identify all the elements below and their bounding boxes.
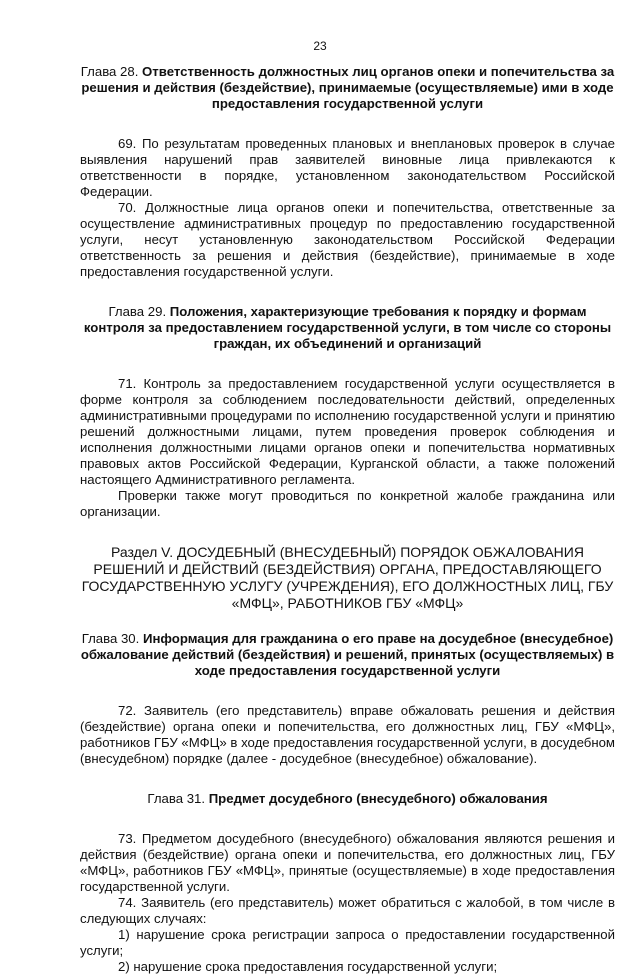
chapter-30-title: Информация для гражданина о его праве на досудебное (внесудебное) обжалование действий (бездействия) и решений, принятых (осуществляемых) в ходе предоставления государственной услуги xyxy=(80,631,615,678)
paragraph-72: 72. Заявитель (его представитель) вправе обжаловать решения и действия (бездействие) органа опеки и попечительства, его должностных лиц, ГБУ «МФЦ», работников ГБУ «МФЦ» в ходе предоставления государственной услуги, в досудебном (внесудебном) порядке (далее - досудебное (внесудебное) обжалование). xyxy=(80,703,615,766)
section-5-heading: Раздел V. ДОСУДЕБНЫЙ (ВНЕСУДЕБНЫЙ) ПОРЯДОК ОБЖАЛОВАНИЯ РЕШЕНИЙ И ДЕЙСТВИЙ (БЕЗДЕЙСТВИЯ) ОРГАНА, ПРЕДОСТАВЛЯЮЩЕГО ГОСУДАРСТВЕННУЮ УСЛУГУ (УЧРЕЖДЕНИЯ), ЕГО ДОЛЖНОСТНЫХ ЛИЦ, ГБУ «МФЦ», РАБОТНИКОВ ГБУ «МФЦ» xyxy=(81,544,614,611)
chapter-30-prefix: Глава 30. xyxy=(81,631,143,646)
document-body xyxy=(80,64,615,975)
paragraph-70: 70. Должностные лица органов опеки и попечительства, ответственные за осуществление административных процедур по предоставлению государственной услуги, несут установленную законодательством Российской Федерации ответственность за решения и действия (бездействие), принимаемые в ходе предоставления государственной услуги. xyxy=(80,200,615,279)
paragraph-74-item-2: 2) нарушение срока предоставления государственной услуги; xyxy=(118,959,498,974)
paragraph-73: 73. Предметом досудебного (внесудебного) обжалования являются решения и действия (бездействие) органа опеки и попечительства, его должностных лиц, ГБУ «МФЦ», работников ГБУ «МФЦ», принятые (осуществляемые) в ходе предоставления государственной услуги. xyxy=(80,831,615,894)
page-number: 23 xyxy=(313,39,327,53)
paragraph-71-checks: Проверки также могут проводиться по конкретной жалобе гражданина или организации. xyxy=(80,488,615,519)
chapter-31-title: Предмет досудебного (внесудебного) обжалования xyxy=(208,791,548,806)
chapter-31-heading xyxy=(80,791,615,807)
chapter-29-heading xyxy=(80,304,615,352)
chapter-28-prefix: Глава 28. xyxy=(80,64,143,79)
chapter-29-title: Положения, характеризующие требования к порядку и формам контроля за предоставлением государственной услуги, в том числе со стороны граждан, их объединений и организаций xyxy=(83,304,612,351)
chapter-31-prefix: Глава 31. xyxy=(147,791,209,806)
chapter-28-heading xyxy=(80,64,615,112)
chapter-30-heading xyxy=(80,631,615,679)
paragraph-69: 69. По результатам проведенных плановых и внеплановых проверок в случае выявления нарушений прав заявителей виновные лица привлекаются к ответственности в порядке, установленном законодательством Российской Федерации. xyxy=(80,136,615,199)
paragraph-74-item-1: 1) нарушение срока регистрации запроса о предоставлении государственной услуги; xyxy=(80,927,615,958)
paragraph-71: 71. Контроль за предоставлением государственной услуги осуществляется в форме контроля за соблюдением последовательности действий, определенных административными процедурами по исполнению государственной услуги и принятию решений должностными лицами, путем проведения проверок соблюдения и исполнения должностными лицами органов опеки и попечительства нормативных правовых актов Российской Федерации, Курганской области, а также положений настоящего Административного регламента. xyxy=(80,376,615,487)
chapter-28-title: Ответственность должностных лиц органов опеки и попечительства за решения и действия (бездействие), принимаемые (осуществляемые) ими в ходе предоставления государственной услуги xyxy=(81,64,615,111)
chapter-29-prefix: Глава 29. xyxy=(108,304,170,319)
paragraph-74: 74. Заявитель (его представитель) может обратиться с жалобой, в том числе в следующих случаях: xyxy=(80,895,615,926)
